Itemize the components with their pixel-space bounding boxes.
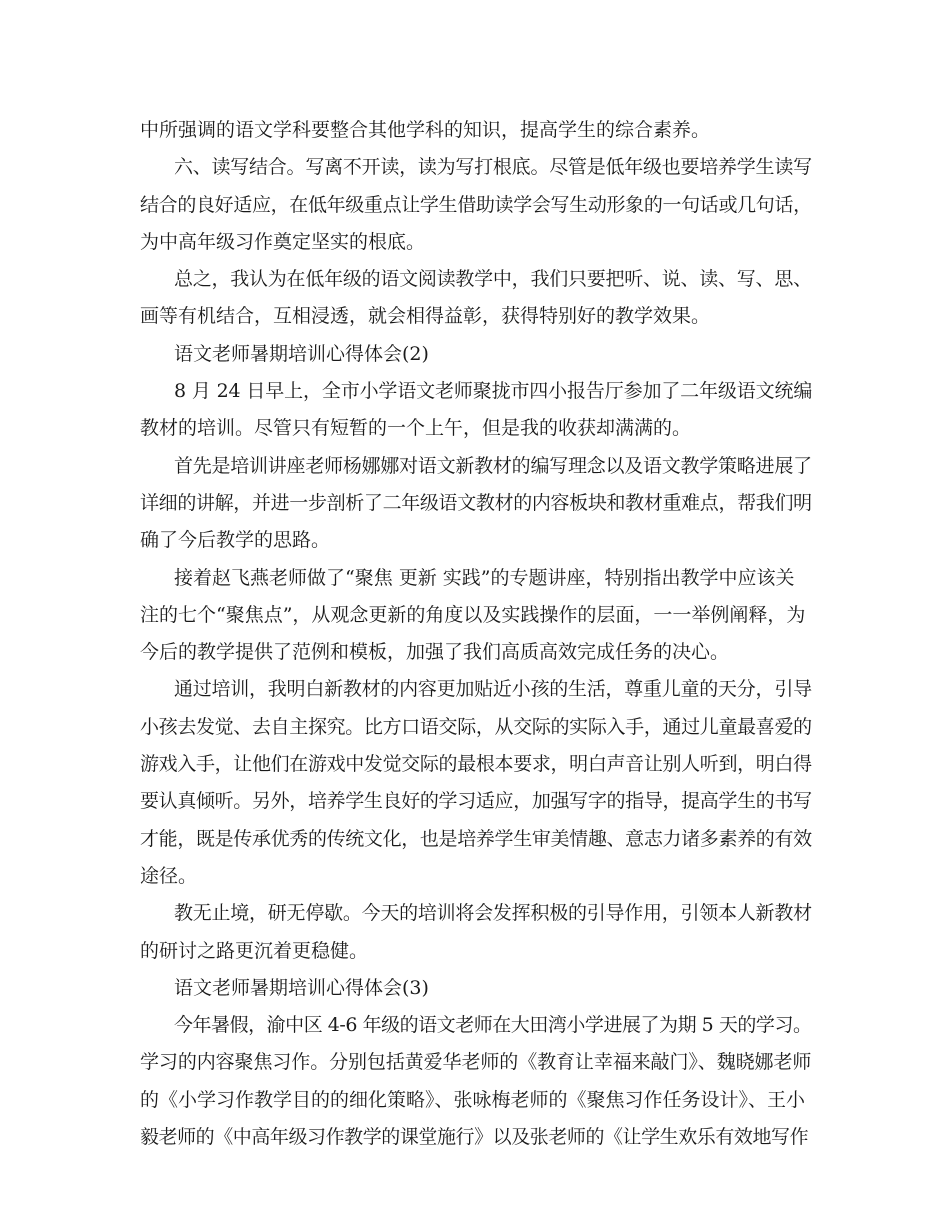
text-line: 语文老师暑期培训心得体会(2)	[174, 342, 429, 365]
text-line: 通过培训，我明白新教材的内容更加贴近小孩的生活，尊重儿童的天分，引导	[174, 678, 812, 701]
text-line: 小孩去发觉、去自主探究。比方口语交际，从交际的实际入手，通过儿童最喜爱的	[140, 715, 812, 738]
text-line: 8 月 24 日早上，全市小学语文老师聚拢市四小报告厅参加了二年级语文统编	[174, 380, 812, 403]
text-line: 教材的培训。尽管只有短暂的一个上午，但是我的收获却满满的。	[140, 417, 692, 440]
text-line: 毅老师的《中高年级习作教学的课堂施行》以及张老师的《让学生欢乐有效地写作	[140, 1126, 809, 1149]
text-line: 今后的教学提供了范例和模板，加强了我们高质高效完成任务的决心。	[140, 641, 730, 664]
text-line: 详细的讲解，并进一步剖析了二年级语文教材的内容板块和教材重难点，帮我们明	[140, 491, 812, 514]
text-line: 为中高年级习作奠定坚实的根底。	[140, 230, 426, 253]
text-line: 教无止境，研无停歇。今天的培训将会发挥积极的引导作用，引领本人新教材	[174, 902, 812, 925]
text-line: 六、读写结合。写离不开读，读为写打根底。尽管是低年级也要培养学生读写	[174, 156, 812, 179]
text-line: 学习的内容聚焦习作。分别包括黄爱华老师的《教育让幸福来敲门》、魏晓娜老师	[140, 1051, 812, 1074]
text-line: 中所强调的语文学科要整合其他学科的知识，提高学生的综合素养。	[140, 119, 711, 141]
text-line: 的《小学习作教学目的的细化策略》、张咏梅老师的《聚焦习作任务设计》、王小	[140, 1088, 806, 1111]
text-line: 画等有机结合，互相浸透，就会相得益彰，获得特别好的教学效果。	[140, 305, 711, 328]
text-line: 游戏入手，让他们在游戏中发觉交际的最根本要求，明白声音让别人听到，明白得	[140, 753, 812, 776]
text-line: 总之，我认为在低年级的语文阅读教学中，我们只要把听、说、读、写、思、	[174, 268, 812, 291]
text-line: 今年暑假，渝中区 4-6 年级的语文老师在大田湾小学进展了为期 5 天的学习。	[174, 1014, 812, 1037]
text-line: 的研讨之路更沉着更稳健。	[140, 939, 369, 962]
text-line: 结合的良好适应，在低年级重点让学生借助读学会写生动形象的一句话或几句话，	[140, 193, 812, 216]
text-line: 要认真倾听。另外，培养学生良好的学习适应，加强写字的指导，提高学生的书写	[140, 790, 812, 813]
text-line: 确了今后教学的思路。	[140, 529, 331, 552]
document-page	[140, 112, 812, 1156]
text-line: 首先是培训讲座老师杨娜娜对语文新教材的编写理念以及语文教学策略进展了	[174, 454, 812, 477]
text-line: 接着赵飞燕老师做了“聚焦 更新 实践”的专题讲座，特别指出教学中应该关	[174, 566, 795, 589]
text-line: 语文老师暑期培训心得体会(3)	[174, 976, 429, 999]
text-line: 途径。	[140, 864, 198, 887]
text-line: 注的七个“聚焦点”，从观念更新的角度以及实践操作的层面，一一举例阐释，为	[140, 603, 806, 626]
text-line: 才能，既是传承优秀的传统文化，也是培养学生审美情趣、意志力诸多素养的有效	[140, 827, 812, 850]
